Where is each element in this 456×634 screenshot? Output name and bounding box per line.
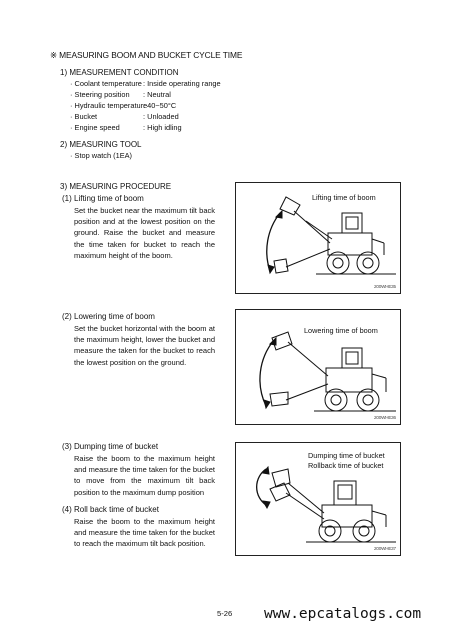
condition-label: · Engine speed [70,123,120,132]
condition-row [70,123,182,133]
condition-title: 1) MEASUREMENT CONDITION [60,68,179,77]
condition-label: · Hydraulic temperature [70,101,148,110]
procedure-title: 3) MEASURING PROCEDURE [60,182,172,191]
figure-code: 200WHE36 [374,415,396,420]
figure-caption: Rollback time of bucket [308,461,384,470]
figure-lifting-boom [235,182,401,294]
watermark: www.epcatalogs.com [264,606,422,622]
step-title: (1) Lifting time of boom [62,194,144,203]
figure-bucket-dump-rollback [235,442,401,556]
step-text: Raise the boom to the maximum height and measure the time taken for the bucket to move from the maximum tilt back position to the maximum dump position [74,454,215,497]
section-heading [50,50,242,60]
step-text: Raise the boom to the maximum height and measure the time taken for the bucket to reach the maximum tilt back position. [74,517,215,549]
condition-row [70,101,176,111]
figure-caption: Dumping time of bucket [308,451,385,460]
condition-label: · Steering position [70,90,130,99]
step-title: (3) Dumping time of bucket [62,442,159,451]
figure-caption: Lowering time of boom [304,326,378,335]
condition-value: : Neutral [143,90,171,99]
figure-code: 200WHE37 [374,546,396,551]
condition-row [70,79,221,89]
condition-value: : 40~50°C [143,101,177,110]
condition-value: : Unloaded [143,112,179,121]
page-number: 5-26 [217,609,233,618]
tool-item: · Stop watch (1EA) [70,151,133,160]
figure-caption: Lifting time of boom [312,193,376,202]
reference-mark: ※ [50,50,57,60]
condition-label: · Bucket [70,112,98,121]
condition-row [70,90,171,100]
condition-label: · Coolant temperature [70,79,142,88]
step-title: (4) Roll back time of bucket [62,505,159,514]
condition-value: : High idling [143,123,182,132]
section-heading-text: MEASURING BOOM AND BUCKET CYCLE TIME [59,50,243,60]
tool-title: 2) MEASURING TOOL [60,140,142,149]
figure-lowering-boom [235,309,401,425]
step-title: (2) Lowering time of boom [62,312,155,321]
condition-row [70,112,179,122]
step-text: Set the bucket horizontal with the boom at the maximum height, lower the bucket and measure the taken for the bucket to reach the lowest position on the ground. [74,324,215,367]
condition-value: : Inside operating range [143,79,221,88]
step-text: Set the bucket near the maximum tilt back position and at the lowest position on the ground. Raise the bucket and measure the time taken for bucket to reach the maximum height of the boom. [74,206,215,260]
figure-code: 200WHE35 [374,284,396,289]
